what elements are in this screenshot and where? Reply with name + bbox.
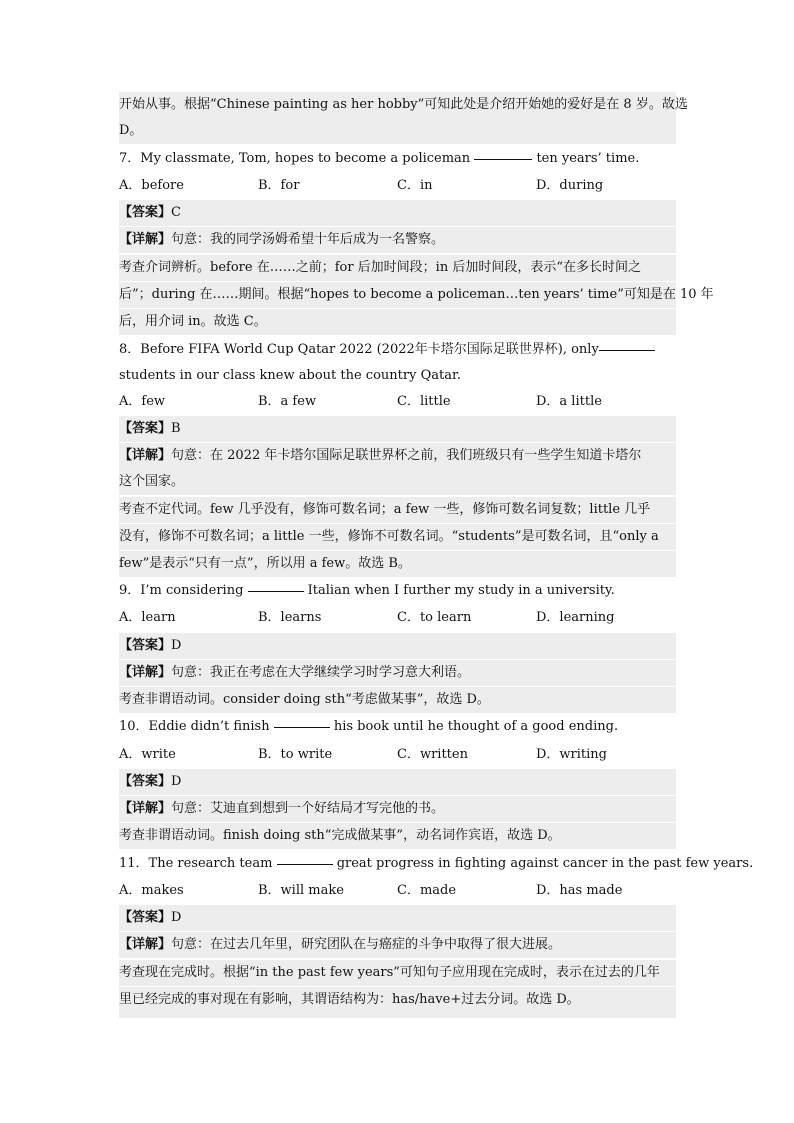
q8-stem [119, 363, 676, 389]
q11-explanation-line [119, 987, 676, 1018]
q9-detail-text: 句意：我正在考虑在大学继续学习时学习意大利语。 [171, 665, 471, 680]
q11-answer-blank [277, 863, 333, 865]
q10-explanation-line [119, 823, 676, 849]
q7-stem-text: ten years’ time. [532, 151, 640, 166]
q11-stem [119, 851, 754, 877]
q8-option-d: D．a little [536, 394, 602, 409]
q10-answer [119, 769, 676, 795]
q10-answer-value: D [171, 774, 182, 789]
q9-answer [119, 633, 676, 659]
answer-tag: 【答案】 [119, 421, 172, 436]
q8-detail-text: 这个国家。 [119, 474, 185, 489]
q10-detail [119, 796, 676, 822]
q11-answer [119, 905, 676, 931]
q9-stem-text: Italian when I further my study in a university. [303, 583, 615, 598]
q8-option-c: C．little [397, 394, 451, 409]
q9-stem-text: 9．I’m considering [119, 583, 248, 598]
q10-option-a: A．write [119, 747, 176, 762]
q11-detail [119, 932, 676, 958]
q11-detail-text: 句意：在过去几年里，研究团队在与癌症的斗争中取得了很大进展。 [171, 937, 562, 952]
q10-detail-text: 句意：艾迪直到想到一个好结局才写完他的书。 [171, 801, 445, 816]
q7-option-a: A．before [119, 178, 184, 193]
q7-explanation-line [119, 309, 676, 335]
q8-explanation-text: few”是表示“只有一点”，所以用 a few。故选 B。 [119, 556, 411, 571]
q8-detail [119, 469, 676, 495]
q8-explanation-line [119, 497, 676, 523]
q10-option-b: B．to write [258, 747, 333, 762]
q9-option-d: D．learning [536, 610, 615, 625]
detail-tag: 【详解】 [119, 665, 172, 680]
q9-option-b: B．learns [258, 610, 322, 625]
q8-stem-text: 8．Before FIFA World Cup Qatar 2022 (2022年卡塔尔国际足联世界杯), only [119, 342, 599, 357]
q10-stem-text: his book until he thought of a good ending. [329, 719, 619, 734]
q9-answer-value: D [171, 638, 182, 653]
q11-option-d: D．has made [536, 883, 623, 898]
q11-explanation-text: 里已经完成的事对现在有影响，其谓语结构为：has/have+过去分词。故选 D。 [119, 992, 580, 1007]
q6-explanation-line [119, 92, 688, 118]
q11-answer-value: D [171, 910, 182, 925]
q7-stem-text: 7．My classmate, Tom, hopes to become a policeman [119, 151, 475, 166]
q9-explanation-text: 考查非谓语动词。consider doing sth“考虑做某事”，故选 D。 [119, 692, 490, 707]
answer-tag: 【答案】 [119, 774, 172, 789]
q10-answer-blank [274, 726, 330, 728]
q6-explanation-text: D。 [119, 123, 143, 138]
q10-option-d: D．writing [536, 747, 607, 762]
q10-option-c: C．written [397, 747, 468, 762]
q7-detail [119, 227, 676, 253]
q11-stem-text: 11．The research team [119, 856, 277, 871]
q7-explanation-line [119, 255, 676, 281]
answer-tag: 【答案】 [119, 638, 172, 653]
q7-explanation-line [119, 282, 714, 308]
answer-tag: 【答案】 [119, 205, 172, 220]
q8-answer [119, 416, 676, 442]
q8-stem [119, 337, 676, 363]
q8-option-a: A．few [119, 394, 166, 409]
q8-detail-text: 句意：在 2022 年卡塔尔国际足联世界杯之前，我们班级只有一些学生知道卡塔尔 [171, 448, 642, 463]
q7-answer-blank [474, 158, 532, 160]
q8-answer-value: B [171, 421, 181, 436]
q8-options [119, 389, 676, 415]
q11-option-c: C．made [397, 883, 457, 898]
q6-explanation-text: 开始从事。根据“Chinese painting as her hobby”可知此处是介绍开始她的爱好是在 8 岁。故选 [119, 97, 688, 112]
q7-option-c: C．in [397, 178, 433, 193]
q6-explanation-line [119, 118, 676, 144]
q8-detail [119, 443, 676, 469]
q11-option-b: B．will make [258, 883, 344, 898]
q7-options [119, 173, 676, 199]
q7-explanation-text: 后”；during 在……期间。根据“hopes to become a policeman…ten years’ time”可知是在 10 年 [119, 287, 714, 302]
q8-option-b: B．a few [258, 394, 317, 409]
q8-explanation-line [119, 524, 676, 550]
q9-stem [119, 578, 676, 604]
q11-explanation-text: 考查现在完成时。根据“in the past few years”可知句子应用现在完成时，表示在过去的几年 [119, 965, 660, 980]
answer-tag: 【答案】 [119, 910, 172, 925]
q7-option-d: D．during [536, 178, 604, 193]
q8-stem-text: students in our class knew about the country Qatar. [119, 368, 461, 383]
q8-explanation-text: 没有，修饰不可数名词；a little 一些，修饰不可数名词。“students”是可数名词，且“only a [119, 529, 659, 544]
q7-answer-value: C [171, 205, 181, 220]
q7-detail-text: 句意：我的同学汤姆希望十年后成为一名警察。 [171, 232, 445, 247]
q7-answer [119, 200, 676, 226]
q8-answer-blank [599, 349, 655, 351]
q7-explanation-text: 考查介词辨析。before 在……之前；for 后加时间段；in 后加时间段，表示“在多长时间之 [119, 260, 641, 275]
q10-stem [119, 714, 676, 740]
q8-explanation-text: 考查不定代词。few 几乎没有，修饰可数名词；a few 一些，修饰可数名词复数；little 几乎 [119, 502, 651, 517]
q7-stem [119, 146, 676, 172]
detail-tag: 【详解】 [119, 448, 172, 463]
q9-answer-blank [248, 590, 304, 592]
q7-option-b: B．for [258, 178, 300, 193]
detail-tag: 【详解】 [119, 801, 172, 816]
q11-options [119, 878, 676, 904]
q9-option-a: A．learn [119, 610, 176, 625]
q9-detail [119, 660, 676, 686]
detail-tag: 【详解】 [119, 937, 172, 952]
q7-explanation-text: 后，用介词 in。故选 C。 [119, 314, 267, 329]
q11-stem-text: great progress in fighting against cancer in the past few years. [332, 856, 754, 871]
q10-options [119, 742, 676, 768]
q9-options [119, 605, 676, 631]
q11-explanation-line [119, 960, 676, 986]
q9-option-c: C．to learn [397, 610, 472, 625]
q10-stem-text: 10．Eddie didn’t finish [119, 719, 274, 734]
q9-explanation-line [119, 687, 676, 713]
q8-explanation-line [119, 551, 676, 577]
q10-explanation-text: 考查非谓语动词。finish doing sth“完成做某事”，动名词作宾语，故选 D。 [119, 828, 561, 843]
q11-option-a: A．makes [119, 883, 184, 898]
detail-tag: 【详解】 [119, 232, 172, 247]
